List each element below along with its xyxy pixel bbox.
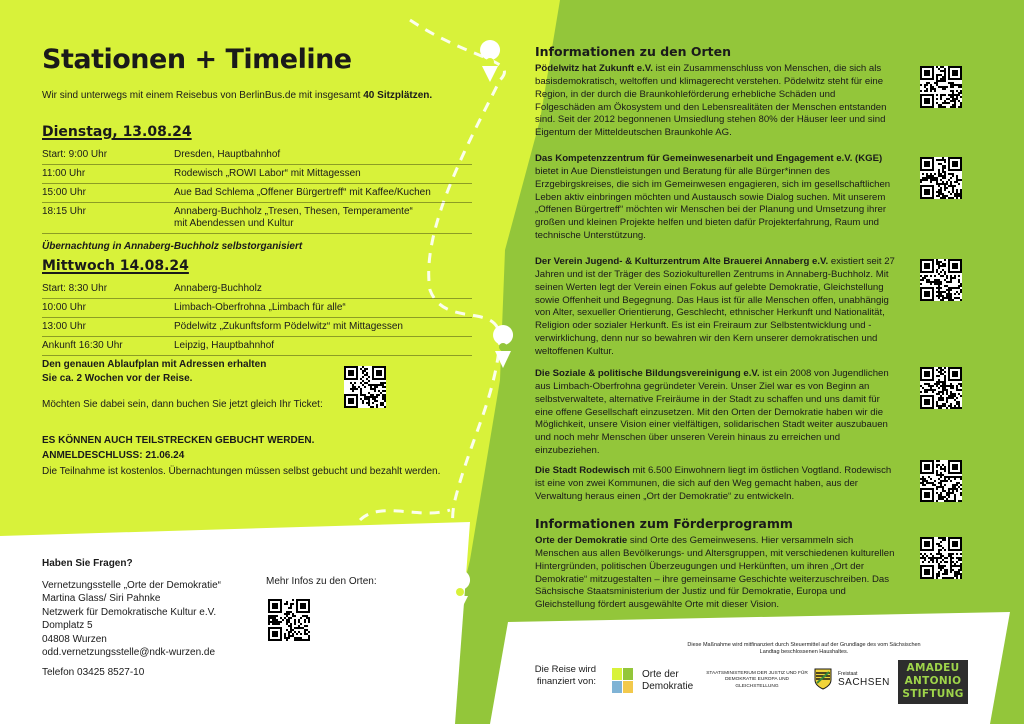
booking-qr-code[interactable] [344, 366, 386, 408]
more-info-label: Mehr Infos zu den Orten: [266, 576, 377, 587]
qr-code-rodewisch[interactable] [920, 460, 962, 502]
amadeu-antonio-stiftung-logo: AMADEU ANTONIO STIFTUNG [898, 660, 968, 704]
freistaat-sachsen-logo: Freistaat SACHSEN [814, 668, 890, 690]
table-row: 13:00 Uhr Pödelwitz „Zukunftsform Pödelwitz“ mit Mittagessen [42, 318, 472, 337]
day2-schedule [42, 280, 472, 356]
paragraph-kge: Das Kompetenzzentrum für Gemeinwesenarbeit und Engagement e.V. (KGE) bietet in Aue Dienstleistungen und Beratung für alle Bürger*innen des Erzgebirgskreises, die sich im Gemeinwesen engagieren, sich im gesellschaftlichen Leben aktiv einbringen möchten und Austausch sowie Dialog suchen. Mit unserem „Offenen Bürgertreff“ möchten wir Menschen bei der Planung und Umsetzung ihrer großen und kleinen Projekte helfen und bieten dafür Projekterfahrung, Raum und technische Unterstützung. [535, 153, 891, 242]
day1-schedule [42, 146, 472, 234]
heading-foerder: Informationen zum Förderprogramm [535, 516, 793, 531]
table-row: 15:00 Uhr Aue Bad Schlema „Offener Bürgertreff“ mit Kaffee/Kuchen [42, 184, 472, 203]
day2-heading: Mittwoch 14.08.24 [42, 258, 189, 274]
table-row: 10:00 Uhr Limbach-Oberfrohna „Limbach für alle“ [42, 299, 472, 318]
contact-heading: Haben Sie Fragen? [42, 558, 133, 569]
table-row: Start: 8:30 Uhr Annaberg-Buchholz [42, 280, 472, 299]
overnight-note: Übernachtung in Annaberg-Buchholz selbstorganisiert [42, 241, 303, 252]
day1-heading: Dienstag, 13.08.24 [42, 124, 192, 140]
contact-phone[interactable]: Telefon 03425 8527-10 [42, 666, 145, 678]
partial-booking-text: ES KÖNNEN AUCH TEILSTRECKEN GEBUCHT WERDEN. [42, 435, 315, 446]
table-row: Ankunft 16:30 Uhr Leipzig, Hauptbahnhof [42, 337, 472, 356]
paragraph-rodewisch: Die Stadt Rodewisch mit 6.500 Einwohnern liegt im östlichen Vogtland. Rodewisch ist eine von zwei Kommunen, die sich auf den Weg gemacht haben, aus der Verwaltung heraus einen „Ort der Demokratie“ zu entwickeln. [535, 465, 892, 502]
funding-note: Diese Maßnahme wird mitfinanziert durch Steuermittel auf der Grundlage des vom Sächsischen Landtag beschlossenen Haushaltes. [687, 642, 921, 656]
orte-der-demokratie-logo: Orte der Demokratie [612, 668, 693, 694]
paragraph-alte-brauerei: Der Verein Jugend- & Kulturzentrum Alte Brauerei Annaberg e.V. existiert seit 27 Jahren und ist der Träger des Soziokulturellen Zentrums in Annaberg-Buchholz. Mit seinen Werten legt der Verein einen Fokus auf gelebte Demokratie, Gleichstellung sowie Offenheit und Begegnung. Das Haus ist für alle Menschen offen, unabhängig von Alter, sexueller Orientierung, Geschlecht, ethnischer Herkunft und Nationalität, Religion oder sozialer Herkunft. Es ist ein Freiraum zur Selbstentwicklung und -verwirklichung, denn nur so bewahren wir den Kern unserer demokratischen und weltoffenen Kultur. [535, 256, 895, 357]
qr-code-poedelwitz[interactable] [920, 66, 962, 108]
heading-orte: Informationen zu den Orten [535, 44, 732, 59]
contact-box: Haben Sie Fragen? Vernetzungsstelle „Orte der Demokratie“ Martina Glass/ Siri Pahnke Netzwerk für Demokratische Kultur e.V. Domplatz 5 04808 Wurzen odd.vernetzungsstelle@ndk-wurzen.de Telefon 03425 8527-10 [42, 558, 221, 678]
qr-code-alte-brauerei[interactable] [920, 259, 962, 301]
qr-code-kge[interactable] [920, 157, 962, 199]
intro-text: Wir sind unterwegs mit einem Reisebus von BerlinBus.de mit insgesamt 40 Sitzplätzen. [42, 90, 433, 101]
plan-info: Den genauen Ablaufplan mit Adressen erhalten Sie ca. 2 Wochen vor der Reise. [42, 359, 267, 384]
sachsen-coat-of-arms-icon [814, 668, 832, 690]
financed-by-label: Die Reise wird finanziert von: [534, 664, 596, 687]
day2-section [42, 258, 472, 356]
ministry-text: STAATSMINISTERIUM DER JUSTIZ UND FÜR DEMOKRATIE EUROPA UND GLEICHSTELLUNG [706, 671, 808, 689]
paragraph-poedelwitz: Pödelwitz hat Zukunft e.V. ist ein Zusammenschluss von Menschen, die sich als basisdemokratisch, weltoffen und klimagerecht verstehen. Pödelwitz steht für eine Region, in der durch die Braunkohleförderung erhebliche Schäden und Folgeschäden am Ökosystem und den Lebensrealitäten der Menschen entstanden sind. Seit der 2012 begonnenen Umsiedlung stehen 80% der Häuser leer und sind Eigentum der Mitteldeutschen Braunkohle AG. [535, 63, 887, 139]
qr-code-bildungsvereinigung[interactable] [920, 367, 962, 409]
paragraph-foerderprogramm: Orte der Demokratie sind Orte des Gemeinwesens. Hier versammeln sich Menschen aus allen Bevölkerungs- und Altersgruppen, mit verschiedenen kulturellen Hintergründen, politischen Überzeugungen und Herkünften, um ihren „Ort der Demokratie“ mitzugestalten – ihre gemeinsame Geschichte weiterzuschreiben. Das Sächsische Staatsministerium der Justiz und für Demokratie, Europa und Gleichstellung fördert ausgewählte Orte mit dieser Vision. [535, 535, 895, 611]
table-row: Start: 9:00 Uhr Dresden, Hauptbahnhof [42, 146, 472, 165]
odd-logo-icon [612, 668, 634, 694]
table-row: 11:00 Uhr Rodewisch „ROWI Labor“ mit Mittagessen [42, 165, 472, 184]
booking-text: Möchten Sie dabei sein, dann buchen Sie jetzt gleich Ihr Ticket: [42, 399, 323, 410]
day1-section [42, 124, 472, 252]
free-participation-text: Die Teilnahme ist kostenlos. Übernachtungen müssen selbst gebucht und bezahlt werden. [42, 466, 441, 477]
contact-email[interactable]: odd.vernetzungsstelle@ndk-wurzen.de [42, 647, 216, 658]
qr-code-foerderprogramm[interactable] [920, 537, 962, 579]
page-title: Stationen + Timeline [42, 44, 352, 75]
table-row: 18:15 Uhr Annaberg-Buchholz „Tresen, Thesen, Temperamente“ mit Abendessen und Kultur [42, 203, 472, 234]
deadline-text: ANMELDESCHLUSS: 21.06.24 [42, 450, 185, 461]
paragraph-bildungsvereinigung: Die Soziale & politische Bildungsvereinigung e.V. ist ein 2008 von Jugendlichen aus Limbach-Oberfrohna gegründeter Verein. Unser Ziel war es von Beginn an selbstverwaltete, alternative Freiräume in der Stadt zu schaffen und uns damit für eine offene Gesellschaft einzusetzen. Mit den Orten der Demokratie haben wir die Möglichkeit, unsere Vision einer vielfältigen, solidarischen Stadt weiter auszubauen und noch mehr Menschen über unseren Verein hinaus zu erreichen und einzubeziehen. [535, 368, 889, 457]
more-info-qr-code[interactable] [268, 599, 310, 641]
